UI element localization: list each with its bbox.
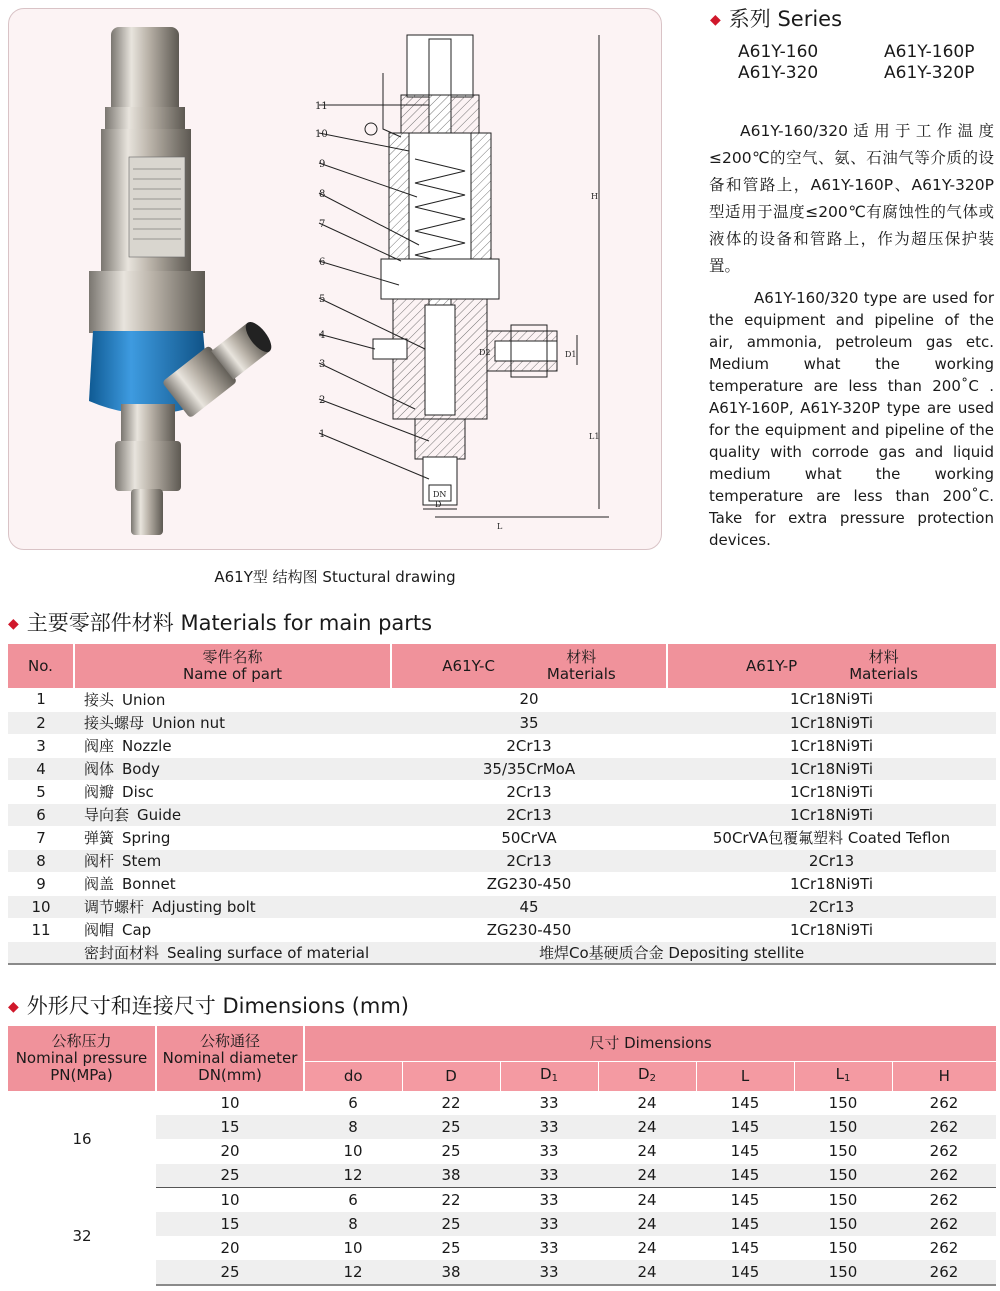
cell-value: 24 xyxy=(598,1236,696,1260)
part-name-en: Disc xyxy=(122,783,154,801)
cell-value: 25 xyxy=(402,1115,500,1139)
cell-no: 10 xyxy=(8,895,74,918)
cell-value: 262 xyxy=(892,1260,996,1284)
cell-c-material: 2Cr13 xyxy=(391,780,667,803)
cell-p-material: 2Cr13 xyxy=(667,849,996,872)
cell-part-name xyxy=(74,734,391,757)
header-c-mat-cn: 材料 xyxy=(566,648,597,666)
cell-part-name xyxy=(74,780,391,803)
cell-value: 20 xyxy=(156,1236,304,1260)
materials-heading xyxy=(8,607,432,637)
cell-no: 6 xyxy=(8,803,74,826)
cell-value: 22 xyxy=(402,1188,500,1212)
cell-value: 33 xyxy=(500,1139,598,1163)
part-name-cn: 接头螺母 xyxy=(84,714,145,732)
part-name-en: Bonnet xyxy=(122,875,176,893)
header-dn-unit: DN(mm) xyxy=(198,1066,262,1084)
header-h: H xyxy=(892,1061,996,1091)
header-c-mat-en: Materials xyxy=(546,665,616,683)
drawing-label: 1 xyxy=(319,429,326,440)
diamond-bullet-icon: ◆ xyxy=(710,12,721,28)
table-row xyxy=(8,1115,996,1139)
cell-part-name xyxy=(74,872,391,895)
cell-part-name xyxy=(74,849,391,872)
table-row xyxy=(8,1164,996,1188)
cell-p-material: 1Cr18Ni9Ti xyxy=(667,757,996,780)
cell-part-name xyxy=(74,826,391,849)
header-p-model: A61Y-P xyxy=(746,656,798,675)
drawing-label: 4 xyxy=(319,330,326,341)
cell-value: 10 xyxy=(304,1236,402,1260)
cell-value: 33 xyxy=(500,1236,598,1260)
part-name-en: Guide xyxy=(137,806,182,824)
diamond-bullet-icon: ◆ xyxy=(8,616,19,632)
cell-value: 150 xyxy=(794,1091,892,1115)
cell-value: 24 xyxy=(598,1188,696,1212)
figure-panel xyxy=(8,8,662,550)
cell-value: 150 xyxy=(794,1115,892,1139)
header-l1: $L_1$ xyxy=(794,1061,892,1091)
cell-value: 15 xyxy=(156,1115,304,1139)
structural-drawing xyxy=(319,35,609,517)
part-name-en: Nozzle xyxy=(122,737,172,755)
cell-value: 33 xyxy=(500,1115,598,1139)
table-row xyxy=(8,711,996,734)
cell-value: 25 xyxy=(156,1260,304,1284)
part-name-cn: 弹簧 xyxy=(84,829,115,847)
table-row xyxy=(8,803,996,826)
cell-value: 262 xyxy=(892,1236,996,1260)
cell-part-name xyxy=(74,757,391,780)
table-row xyxy=(8,757,996,780)
cell-c-material: 35 xyxy=(391,711,667,734)
cell-value: 24 xyxy=(598,1212,696,1236)
cell-no: 2 xyxy=(8,711,74,734)
cell-value: 145 xyxy=(696,1236,794,1260)
materials-table xyxy=(8,644,996,965)
dim-label-d2: D2 xyxy=(479,348,491,357)
part-name-cn: 阀体 xyxy=(84,760,115,778)
series-model: A61Y-160P xyxy=(884,42,975,62)
cell-c-material: 2Cr13 xyxy=(391,734,667,757)
cell-value: 150 xyxy=(794,1236,892,1260)
cell-p-material: 1Cr18Ni9Ti xyxy=(667,780,996,803)
cell-p-material: 50CrVA包覆氟塑料 Coated Teflon xyxy=(667,826,996,849)
part-name-cn: 导向套 xyxy=(84,806,130,824)
cell-value: 145 xyxy=(696,1115,794,1139)
header-p-materials xyxy=(667,644,996,688)
cell-part-name xyxy=(74,688,391,711)
cell-no: 11 xyxy=(8,918,74,941)
drawing-label: 6 xyxy=(319,257,326,268)
description-chinese: A61Y-160/320适用于工作温度≤200℃的空气、氨、石油气等介质的设备和管路上，A61Y-160P、A61Y-320P型适用于温度≤200℃有腐蚀性的气体或液体的设备和管路上，作为超压保护装置。 xyxy=(709,122,994,275)
series-model: A61Y-320 xyxy=(738,63,819,83)
part-name-en: Cap xyxy=(122,921,152,939)
cell-value: 10 xyxy=(156,1091,304,1115)
part-name-en: Body xyxy=(122,760,160,778)
cell-p-material: 1Cr18Ni9Ti xyxy=(667,734,996,757)
materials-title: 主要零部件材料 Materials for main parts xyxy=(26,611,433,635)
cell-value: 262 xyxy=(892,1091,996,1115)
cell-value: 262 xyxy=(892,1164,996,1188)
table-row xyxy=(8,826,996,849)
table-row xyxy=(8,1212,996,1236)
table-row-sealing xyxy=(8,941,996,964)
cell-value: 262 xyxy=(892,1188,996,1212)
header-pn-unit: PN(MPa) xyxy=(50,1066,113,1084)
header-c-materials xyxy=(391,644,667,688)
header-l: L xyxy=(696,1061,794,1091)
dim-label-l: L xyxy=(497,522,503,531)
cell-value: 33 xyxy=(500,1188,598,1212)
cell-value: 145 xyxy=(696,1091,794,1115)
cell-value: 150 xyxy=(794,1212,892,1236)
cell-value: 262 xyxy=(892,1212,996,1236)
table-row xyxy=(8,872,996,895)
table-row xyxy=(8,780,996,803)
cell-value: 150 xyxy=(794,1164,892,1188)
cell-p-material: 1Cr18Ni9Ti xyxy=(667,872,996,895)
cell-value: 20 xyxy=(156,1139,304,1163)
cell-value: 262 xyxy=(892,1115,996,1139)
cell-c-material: ZG230-450 xyxy=(391,872,667,895)
cell-value: 33 xyxy=(500,1260,598,1284)
cell-value: 8 xyxy=(304,1212,402,1236)
cell-c-material: ZG230-450 xyxy=(391,918,667,941)
table-row xyxy=(8,895,996,918)
cell-no: 4 xyxy=(8,757,74,780)
cell-part-name xyxy=(74,711,391,734)
part-name-cn: 调节螺杆 xyxy=(84,898,145,916)
cell-value: 24 xyxy=(598,1139,696,1163)
cell-sealing-label xyxy=(8,941,391,964)
cell-part-name xyxy=(74,895,391,918)
cell-part-name xyxy=(74,918,391,941)
cell-value: 145 xyxy=(696,1164,794,1188)
drawing-label: 3 xyxy=(319,359,326,370)
sealing-label-cn: 密封面材料 xyxy=(84,943,160,962)
table-row xyxy=(8,918,996,941)
cell-value: 12 xyxy=(304,1260,402,1284)
part-name-cn: 阀瓣 xyxy=(84,783,115,801)
dimensions-table xyxy=(8,1026,996,1286)
cell-value: 145 xyxy=(696,1188,794,1212)
header-p-mat-en: Materials xyxy=(849,665,918,683)
cell-c-material: 2Cr13 xyxy=(391,849,667,872)
cell-value: 145 xyxy=(696,1139,794,1163)
cell-value: 8 xyxy=(304,1115,402,1139)
cell-c-material: 2Cr13 xyxy=(391,803,667,826)
cell-c-material: 20 xyxy=(391,688,667,711)
description-english: A61Y-160/320 type are used for the equipment and pipeline of the air, ammonia, petroleum gas etc. Medium what the working temperature are less than 200˚C . A61Y-160P, A61Y-320P type are used for the equipment and pipeline of the quality with corrode gas and liquid medium what the working temperature are less than 200˚C. Take for extra pressure protection devices. xyxy=(709,289,994,549)
cell-no: 8 xyxy=(8,849,74,872)
table-row xyxy=(8,734,996,757)
table-header-row xyxy=(8,1026,996,1061)
cell-value: 145 xyxy=(696,1260,794,1284)
dim-label-d1: D1 xyxy=(565,350,577,359)
cell-value: 6 xyxy=(304,1188,402,1212)
series-model: A61Y-160 xyxy=(738,42,819,62)
cell-value: 38 xyxy=(402,1260,500,1284)
drawing-label: 7 xyxy=(319,219,326,230)
cell-pn: 16 xyxy=(8,1091,156,1188)
table-row xyxy=(8,849,996,872)
series-models xyxy=(738,42,998,84)
cell-part-name xyxy=(74,803,391,826)
part-name-en: Union nut xyxy=(152,714,226,732)
diamond-bullet-icon: ◆ xyxy=(8,999,19,1015)
cell-c-material: 50CrVA xyxy=(391,826,667,849)
part-name-cn: 阀杆 xyxy=(84,852,115,870)
cell-value: 150 xyxy=(794,1260,892,1284)
cell-value: 6 xyxy=(304,1091,402,1115)
cell-c-material: 45 xyxy=(391,895,667,918)
cell-value: 24 xyxy=(598,1115,696,1139)
header-no: No. xyxy=(8,644,74,688)
sealing-label-en: Sealing surface of material xyxy=(167,943,370,962)
part-name-en: Adjusting bolt xyxy=(152,898,256,916)
cell-c-material: 35/35CrMoA xyxy=(391,757,667,780)
header-c-model: A61Y-C xyxy=(442,656,495,675)
drawing-label: 10 xyxy=(315,129,328,140)
cell-pn: 32 xyxy=(8,1188,156,1285)
cell-value: 25 xyxy=(402,1212,500,1236)
drawing-label: 8 xyxy=(319,189,326,200)
header-d2: $D_2$ xyxy=(598,1061,696,1091)
table-row xyxy=(8,1260,996,1284)
cell-no: 7 xyxy=(8,826,74,849)
header-pn xyxy=(8,1026,156,1091)
cell-value: 22 xyxy=(402,1091,500,1115)
dim-label-l1: L1 xyxy=(589,432,600,441)
cell-p-material: 1Cr18Ni9Ti xyxy=(667,918,996,941)
table-header-row xyxy=(8,644,996,688)
cell-value: 150 xyxy=(794,1188,892,1212)
cell-value: 10 xyxy=(304,1139,402,1163)
drawing-label: 5 xyxy=(319,294,326,305)
part-name-cn: 阀座 xyxy=(84,737,115,755)
cell-value: 15 xyxy=(156,1212,304,1236)
cell-value: 145 xyxy=(696,1212,794,1236)
cell-sealing-value: 堆焊Co基硬质合金 Depositing stellite xyxy=(391,941,996,964)
header-pn-en: Nominal pressure xyxy=(15,1049,148,1067)
drawing-label: 2 xyxy=(319,395,326,406)
header-d1: $D_1$ xyxy=(500,1061,598,1091)
cell-value: 25 xyxy=(402,1139,500,1163)
cell-no: 3 xyxy=(8,734,74,757)
cell-value: 25 xyxy=(402,1236,500,1260)
cell-value: 38 xyxy=(402,1164,500,1188)
header-dimensions: 尺寸 Dimensions xyxy=(304,1026,996,1061)
header-dn xyxy=(156,1026,304,1091)
header-d: D xyxy=(402,1061,500,1091)
dimensions-title: 外形尺寸和连接尺寸 Dimensions (mm) xyxy=(26,994,409,1018)
dim-label-d: D xyxy=(435,500,442,509)
header-part-name-en: Name of part xyxy=(182,665,282,683)
part-name-en: Union xyxy=(122,690,166,709)
header-part-name xyxy=(74,644,391,688)
cell-no: 9 xyxy=(8,872,74,895)
cell-value: 33 xyxy=(500,1212,598,1236)
table-row xyxy=(8,1188,996,1212)
part-name-cn: 阀帽 xyxy=(84,921,115,939)
header-do: do xyxy=(304,1061,402,1091)
cell-value: 25 xyxy=(156,1164,304,1188)
part-name-cn: 接头 xyxy=(84,690,115,709)
series-model: A61Y-320P xyxy=(884,63,975,83)
table-row xyxy=(8,1139,996,1163)
table-row xyxy=(8,1091,996,1115)
cell-value: 24 xyxy=(598,1091,696,1115)
header-p-mat-cn: 材料 xyxy=(868,648,899,666)
cell-no: 5 xyxy=(8,780,74,803)
dim-label-h: H xyxy=(591,192,598,201)
series-title: 系列 Series xyxy=(728,7,843,31)
cell-value: 10 xyxy=(156,1188,304,1212)
cell-p-material: 1Cr18Ni9Ti xyxy=(667,803,996,826)
cell-no: 1 xyxy=(8,688,74,711)
drawing-label: 11 xyxy=(315,101,328,112)
table-row xyxy=(8,688,996,711)
dim-label-dn: DN xyxy=(433,490,447,499)
cell-value: 24 xyxy=(598,1260,696,1284)
cell-value: 150 xyxy=(794,1139,892,1163)
dimensions-heading xyxy=(8,990,409,1020)
cell-value: 33 xyxy=(500,1091,598,1115)
valve-illustration xyxy=(9,9,662,550)
series-heading xyxy=(710,3,842,33)
cell-p-material: 1Cr18Ni9Ti xyxy=(667,711,996,734)
drawing-label: 9 xyxy=(319,159,326,170)
cell-value: 33 xyxy=(500,1164,598,1188)
header-part-name-cn: 零件名称 xyxy=(202,648,263,666)
part-name-en: Spring xyxy=(122,829,171,847)
header-dn-cn: 公称通径 xyxy=(199,1032,260,1050)
part-name-en: Stem xyxy=(122,852,162,870)
valve-photo xyxy=(89,27,278,535)
cell-p-material: 1Cr18Ni9Ti xyxy=(667,688,996,711)
figure-caption: A61Y型 结构图 Stuctural drawing xyxy=(214,568,456,586)
cell-value: 12 xyxy=(304,1164,402,1188)
table-row xyxy=(8,1236,996,1260)
cell-value: 262 xyxy=(892,1139,996,1163)
cell-value: 24 xyxy=(598,1164,696,1188)
header-pn-cn: 公称压力 xyxy=(51,1032,112,1050)
header-dn-en: Nominal diameter xyxy=(162,1049,298,1067)
cell-p-material: 2Cr13 xyxy=(667,895,996,918)
part-name-cn: 阀盖 xyxy=(84,875,115,893)
